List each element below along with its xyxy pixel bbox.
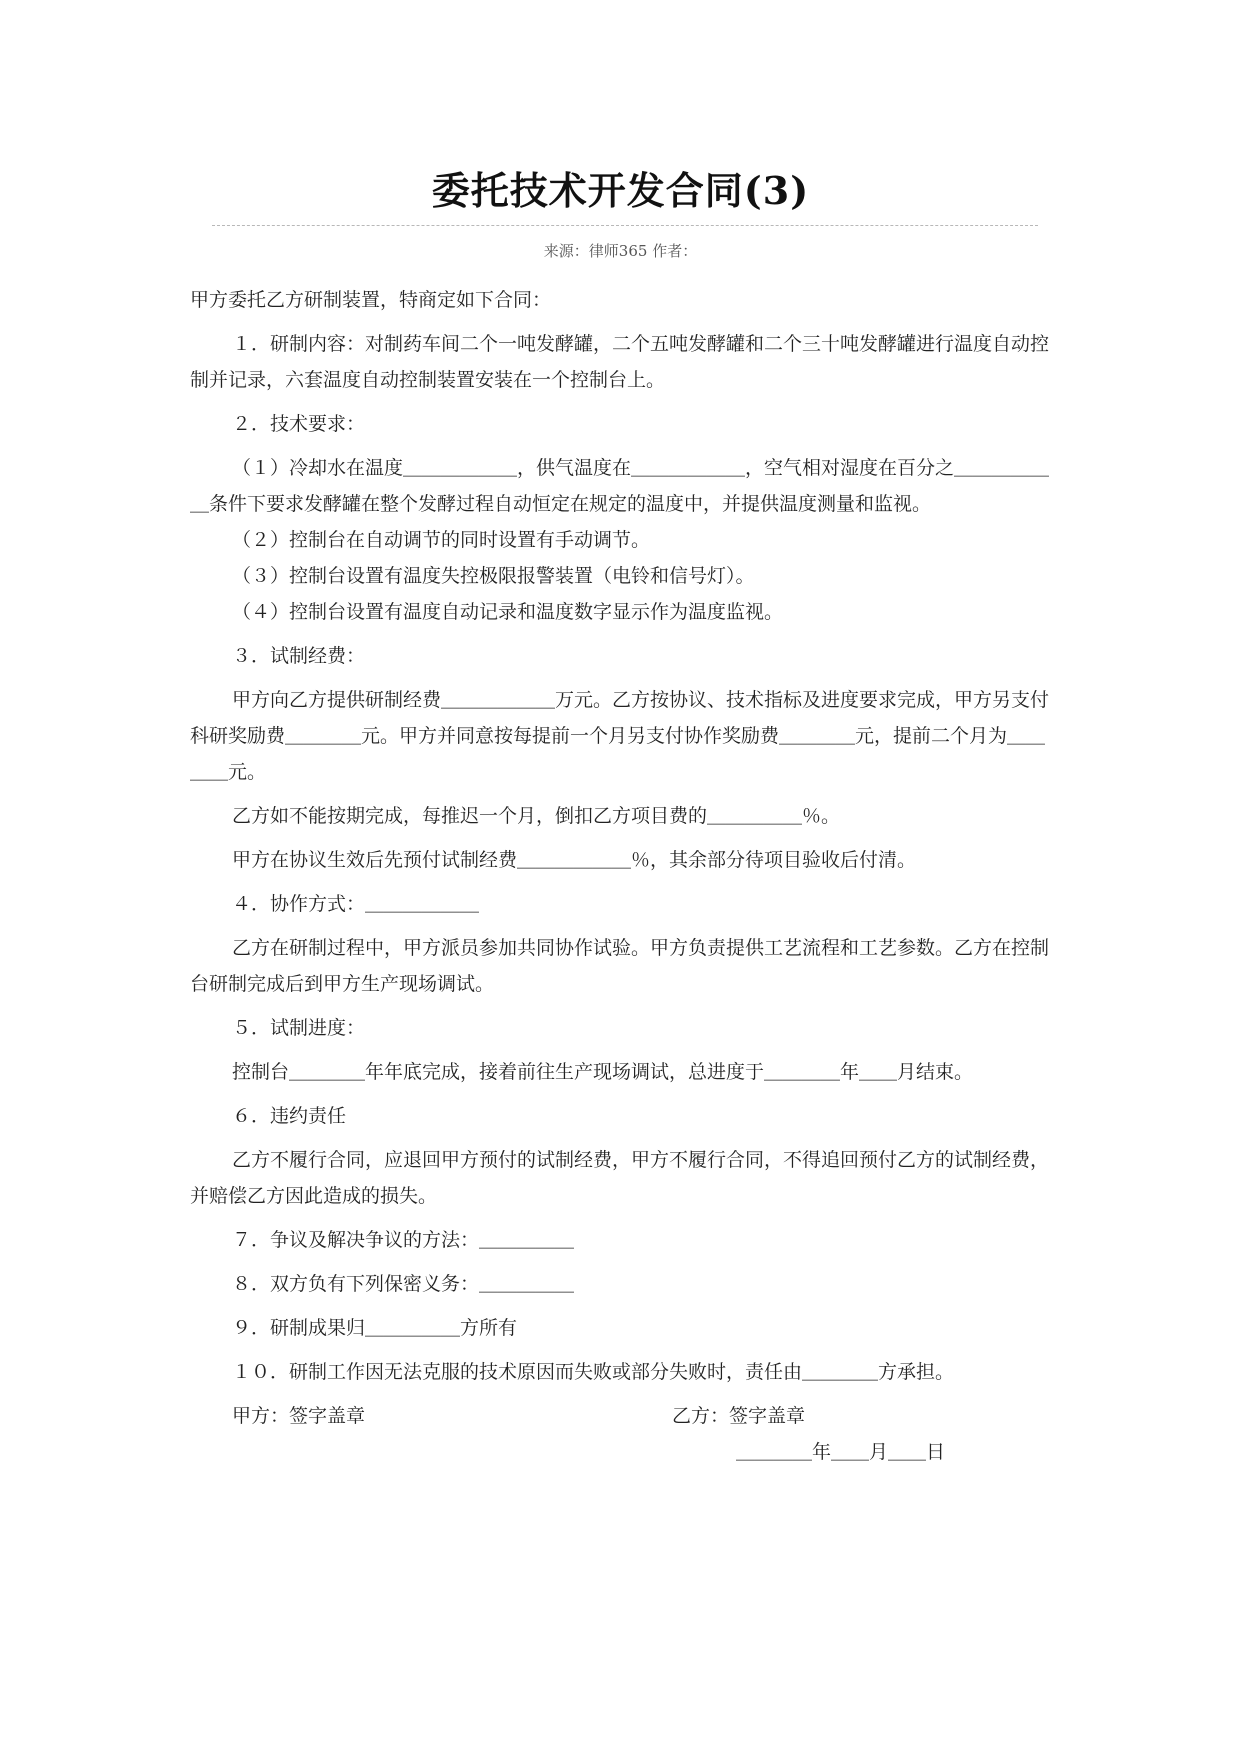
clause-3-heading: ３．试制经费： [232, 645, 366, 667]
clause-3-paragraph-2: 乙方如不能按期完成，每推迟一个月，倒扣乙方项目费的＿＿＿＿＿％。 [232, 805, 841, 827]
clause-8: ８．双方负有下列保密义务：＿＿＿＿＿ [232, 1273, 575, 1295]
clause-6-heading: ６．违约责任 [232, 1105, 347, 1127]
clause-3-paragraph-3: 甲方在协议生效后先预付试制经费＿＿＿＿＿＿％，其余部分待项目验收后付清。 [232, 849, 917, 871]
clause-2-heading: ２．技术要求： [232, 413, 366, 435]
clause-5-paragraph: 控制台＿＿＿＿年年底完成，接着前往生产现场调试，总进度于＿＿＿＿年＿＿月结束。 [232, 1061, 974, 1083]
clause-2-item-3: （３）控制台设置有温度失控极限报警装置（电铃和信号灯）。 [232, 565, 755, 587]
clause-6-paragraph: 乙方不履行合同，应退回甲方预付的试制经费，甲方不履行合同，不得追回预付乙方的试制经费，并赔偿乙方因此造成的损失。 [190, 1149, 1050, 1207]
signature-block [190, 1398, 1060, 1478]
clause-4-heading: ４．协作方式：＿＿＿＿＿＿ [232, 893, 480, 915]
clause-2-item-1: （１）冷却水在温度＿＿＿＿＿＿，供气温度在＿＿＿＿＿＿，空气相对湿度在百分之＿＿＿＿＿＿条件下要求发酵罐在整个发酵过程自动恒定在规定的温度中，并提供温度测量和监视。 [190, 457, 1050, 515]
clause-5-heading: ５．试制进度： [232, 1017, 366, 1039]
clause-2-item-2: （２）控制台在自动调节的同时设置有手动调节。 [232, 529, 651, 551]
clause-2-item-4: （４）控制台设置有温度自动记录和温度数字显示作为温度监视。 [232, 601, 784, 623]
clause-7: ７．争议及解决争议的方法：＿＿＿＿＿ [232, 1229, 575, 1251]
clause-10: １０．研制工作因无法克服的技术原因而失败或部分失败时，责任由＿＿＿＿方承担。 [232, 1361, 955, 1383]
document-title: 委托技术开发合同(3) [431, 168, 810, 213]
source-line: 来源：律师365 作者： [543, 242, 698, 260]
clause-9: ９．研制成果归＿＿＿＿＿方所有 [232, 1317, 518, 1339]
contract-body [190, 282, 1060, 1478]
clause-3-paragraph-1: 甲方向乙方提供研制经费＿＿＿＿＿＿万元。乙方按协议、技术指标及进度要求完成，甲方另支付科研奖励费＿＿＿＿元。甲方并同意按每提前一个月另支付协作奖励费＿＿＿＿元，提前二个月为＿＿＿＿元。 [190, 689, 1050, 783]
signature-date: ＿＿＿＿年＿＿月＿＿日 [736, 1441, 946, 1463]
intro-paragraph: 甲方委托乙方研制装置，特商定如下合同： [190, 289, 552, 311]
party-a-signature: 甲方：签字盖章 [232, 1405, 366, 1427]
title-divider [212, 225, 1038, 226]
clause-1: １．研制内容：对制药车间二个一吨发酵罐，二个五吨发酵罐和二个三十吨发酵罐进行温度自动控制并记录，六套温度自动控制装置安装在一个控制台上。 [190, 333, 1050, 391]
clause-4-paragraph: 乙方在研制过程中，甲方派员参加共同协作试验。甲方负责提供工艺流程和工艺参数。乙方在控制台研制完成后到甲方生产现场调试。 [190, 937, 1050, 995]
party-b-signature: 乙方：签字盖章 [672, 1405, 806, 1427]
